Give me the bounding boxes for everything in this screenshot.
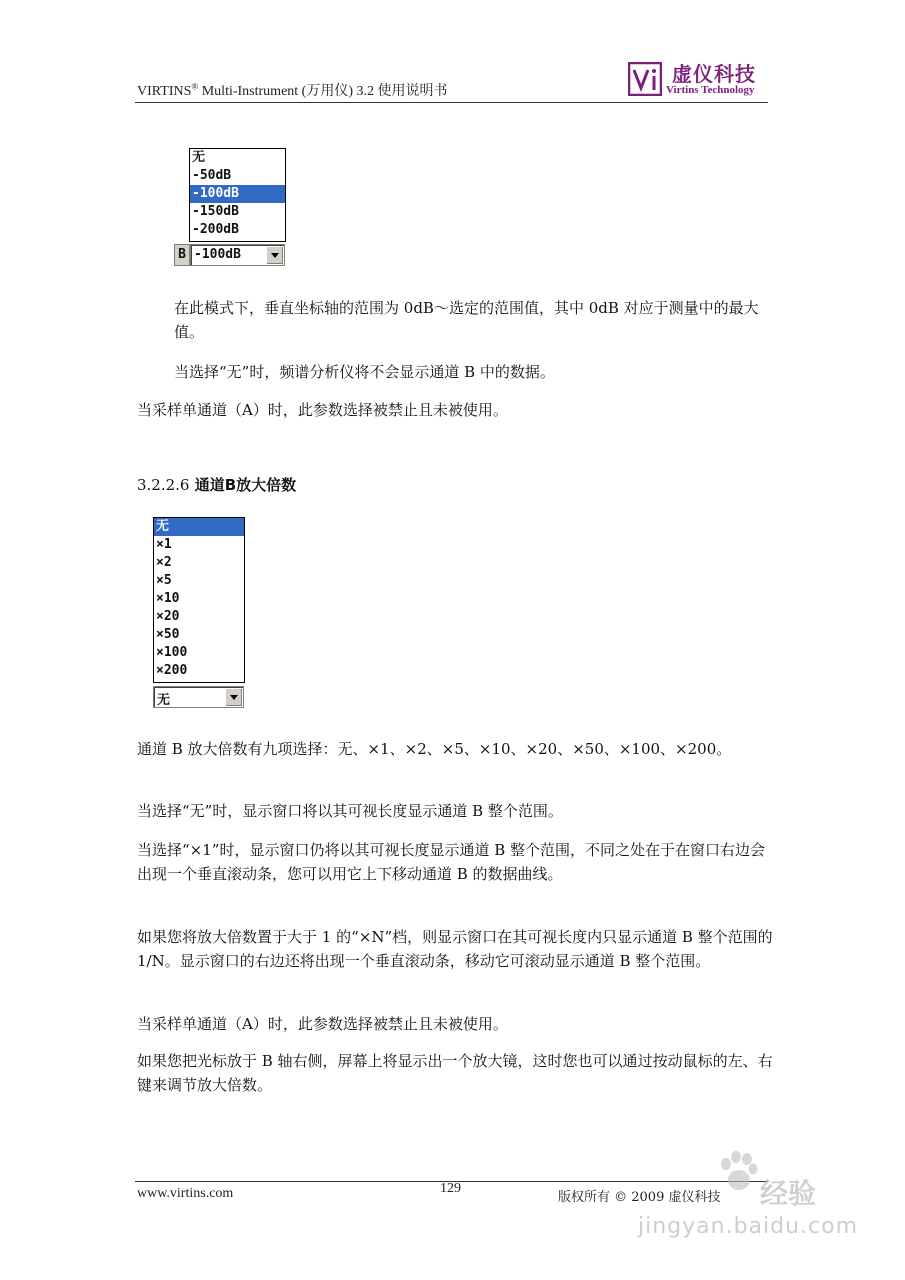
paragraph: 当选择“无”时，频谱分析仪将不会显示通道 B 中的数据。 xyxy=(174,363,555,381)
db-option[interactable]: -150dB xyxy=(192,204,239,219)
baidu-paw-icon xyxy=(716,1150,760,1198)
db-option[interactable]: -50dB xyxy=(192,168,232,183)
header-title: VIRTINS® Multi-Instrument (万用仪) 3.2 使用说明书 xyxy=(137,81,448,99)
logo-chinese: 虚仪科技 xyxy=(672,62,756,86)
db-range-combo[interactable] xyxy=(190,244,285,266)
watermark-url: jingyan.baidu.com xyxy=(638,1214,859,1239)
zoom-factor-combo[interactable] xyxy=(153,686,244,708)
section-title: 通道B放大倍数 xyxy=(194,476,297,494)
paragraph: 如果您把光标放于 B 轴右侧，屏幕上将显示出一个放大镜，这时您也可以通过按动鼠标的左、右键来调节放大倍数。 xyxy=(137,1052,773,1094)
zoom-option[interactable]: ×100 xyxy=(156,645,188,660)
logo-english: Virtins Technology xyxy=(666,84,755,96)
footer-url[interactable]: www.virtins.com xyxy=(137,1186,234,1201)
virtins-logo-icon xyxy=(628,62,662,96)
db-option[interactable]: 无 xyxy=(192,150,206,165)
db-option[interactable]: -200dB xyxy=(192,222,239,237)
header-rule xyxy=(135,102,768,103)
zoom-option[interactable]: ×5 xyxy=(156,573,172,588)
watermark-text: 经验 xyxy=(760,1177,817,1210)
zoom-option[interactable]: ×20 xyxy=(156,609,180,624)
paragraph: 通道 B 放大倍数有九项选择：无、×1、×2、×5、×10、×20、×50、×100、×200。 xyxy=(137,740,732,758)
paragraph: 如果您将放大倍数置于大于 1 的“×N”档，则显示窗口在其可视长度内只显示通道 B 整个范围的 1/N。显示窗口的右边还将出现一个垂直滚动条，移动它可滚动显示通道 B 整个范围。 xyxy=(137,928,773,970)
zoom-option[interactable]: ×200 xyxy=(156,663,188,678)
section-number: 3.2.2.6 xyxy=(137,476,190,494)
chevron-down-icon[interactable] xyxy=(225,688,242,706)
db-range-combo-value: -100dB xyxy=(194,247,241,262)
zoom-option[interactable]: ×10 xyxy=(156,591,180,606)
zoom-option-selected[interactable]: 无 xyxy=(154,518,244,536)
db-range-dropdown-list[interactable] xyxy=(189,148,286,242)
channel-b-label: B xyxy=(174,244,190,266)
paragraph: 在此模式下，垂直坐标轴的范围为 0dB～选定的范围值，其中 0dB 对应于测量中的最大值。 xyxy=(174,299,759,341)
paragraph: 当采样单通道（A）时，此参数选择被禁止且未被使用。 xyxy=(137,1015,508,1033)
zoom-factor-combo-value: 无 xyxy=(157,693,171,708)
zoom-option[interactable]: ×50 xyxy=(156,627,180,642)
page-number: 129 xyxy=(440,1181,461,1196)
zoom-option[interactable]: ×2 xyxy=(156,555,172,570)
paragraph: 当选择“×1”时，显示窗口仍将以其可视长度显示通道 B 整个范围，不同之处在于在窗口右边会出现一个垂直滚动条，您可以用它上下移动通道 B 的数据曲线。 xyxy=(137,841,766,883)
footer-copyright: 版权所有 © 2009 虚仪科技 xyxy=(558,1190,721,1205)
chevron-down-icon[interactable] xyxy=(266,246,283,264)
paragraph: 当选择“无”时，显示窗口将以其可视长度显示通道 B 整个范围。 xyxy=(137,802,563,820)
paragraph: 当采样单通道（A）时，此参数选择被禁止且未被使用。 xyxy=(137,401,508,419)
zoom-option[interactable]: ×1 xyxy=(156,537,172,552)
db-option-selected[interactable]: -100dB xyxy=(190,185,285,203)
section-heading xyxy=(137,474,296,495)
zoom-factor-dropdown-list[interactable] xyxy=(153,517,245,683)
